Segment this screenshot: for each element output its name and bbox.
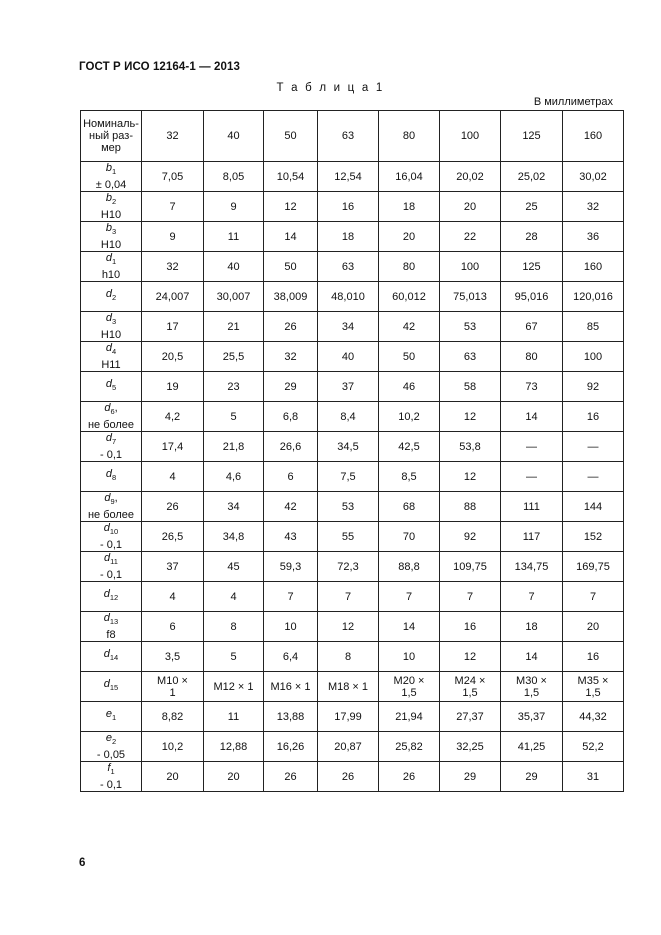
parameter-subscript: 2 — [111, 293, 117, 303]
value-cell: 10 — [264, 612, 318, 642]
value-cell: 19 — [142, 372, 204, 402]
value-cell: 21,8 — [204, 432, 264, 462]
value-cell: 100 — [563, 342, 624, 372]
value-cell: 80 — [501, 342, 563, 372]
parameter-tolerance: H11 — [101, 358, 121, 371]
parameter-tolerance: - 0,1 — [99, 538, 122, 551]
value-cell: — — [563, 432, 624, 462]
value-cell: 117 — [501, 522, 563, 552]
value-cell: 7 — [142, 192, 204, 222]
value-cell: 8,5 — [379, 462, 440, 492]
value-cell: M30 × 1,5 — [501, 672, 563, 702]
size-cell: 160 — [563, 111, 624, 162]
value-cell: 7 — [379, 582, 440, 612]
value-cell: 6 — [264, 462, 318, 492]
value-cell: 10,54 — [264, 162, 318, 192]
parameter-symbol: d — [105, 288, 112, 301]
value-cell: 20,87 — [318, 732, 379, 762]
value-cell: 12 — [440, 462, 501, 492]
value-cell: 18 — [379, 192, 440, 222]
value-cell: 3,5 — [142, 642, 204, 672]
value-cell: 88 — [440, 492, 501, 522]
value-cell: 88,8 — [379, 552, 440, 582]
parameter-symbol: d — [105, 252, 112, 265]
parameter-tolerance: - 0,1 — [99, 448, 122, 461]
table-body — [81, 111, 624, 792]
table-row — [81, 552, 624, 582]
value-cell: 16,26 — [264, 732, 318, 762]
value-cell: 43 — [264, 522, 318, 552]
value-cell: 17,4 — [142, 432, 204, 462]
value-cell: 85 — [563, 312, 624, 342]
value-cell: 17,99 — [318, 702, 379, 732]
parameter-cell — [81, 642, 142, 672]
parameter-tolerance: ± 0,04 — [95, 178, 127, 191]
value-cell: 8,05 — [204, 162, 264, 192]
value-cell: 75,013 — [440, 282, 501, 312]
value-cell: 30,007 — [204, 282, 264, 312]
value-cell: 12 — [318, 612, 379, 642]
value-cell: 95,016 — [501, 282, 563, 312]
parameter-cell — [81, 762, 142, 792]
value-cell: 37 — [142, 552, 204, 582]
value-cell: 44,32 — [563, 702, 624, 732]
parameter-cell — [81, 402, 142, 432]
parameter-tolerance: , не более — [87, 492, 135, 521]
parameter-tolerance: H10 — [100, 238, 122, 251]
value-cell: M20 × 1,5 — [379, 672, 440, 702]
value-cell: 24,007 — [142, 282, 204, 312]
value-cell: 8 — [318, 642, 379, 672]
parameter-cell — [81, 312, 142, 342]
value-cell: 7 — [264, 582, 318, 612]
parameter-symbol: d — [103, 678, 110, 691]
parameter-subscript: 10 — [109, 527, 119, 537]
table-row — [81, 462, 624, 492]
value-cell: 72,3 — [318, 552, 379, 582]
value-cell: 25,02 — [501, 162, 563, 192]
table-row — [81, 732, 624, 762]
parameter-subscript: 2 — [111, 197, 117, 207]
parameter-symbol: d — [105, 342, 112, 355]
value-cell: 30,02 — [563, 162, 624, 192]
value-cell: 20,5 — [142, 342, 204, 372]
value-cell: 12,54 — [318, 162, 379, 192]
value-cell: 63 — [440, 342, 501, 372]
parameter-subscript: 7 — [111, 437, 117, 447]
parameter-cell — [81, 252, 142, 282]
parameter-cell — [81, 282, 142, 312]
value-cell: 46 — [379, 372, 440, 402]
value-cell: 144 — [563, 492, 624, 522]
value-cell: 60,012 — [379, 282, 440, 312]
value-cell: 26,5 — [142, 522, 204, 552]
value-cell: 48,010 — [318, 282, 379, 312]
parameter-cell — [81, 462, 142, 492]
value-cell: 53 — [440, 312, 501, 342]
value-cell: 32 — [264, 342, 318, 372]
parameter-cell — [81, 372, 142, 402]
value-cell: 34 — [318, 312, 379, 342]
parameter-cell — [81, 732, 142, 762]
parameter-symbol: d — [104, 402, 111, 415]
table-row — [81, 702, 624, 732]
parameter-symbol: d — [105, 312, 112, 325]
table-row — [81, 162, 624, 192]
value-cell: 32,25 — [440, 732, 501, 762]
value-cell: 8,4 — [318, 402, 379, 432]
value-cell: 16 — [563, 642, 624, 672]
size-cell: 100 — [440, 111, 501, 162]
units-note: В миллиметрах — [533, 96, 613, 108]
value-cell: 160 — [563, 252, 624, 282]
value-cell: 42,5 — [379, 432, 440, 462]
value-cell: 53 — [318, 492, 379, 522]
value-cell: 120,016 — [563, 282, 624, 312]
parameter-cell — [81, 672, 142, 702]
page-number: 6 — [79, 857, 86, 869]
value-cell: 37 — [318, 372, 379, 402]
value-cell: 26 — [264, 762, 318, 792]
value-cell: 40 — [204, 252, 264, 282]
value-cell: 25,5 — [204, 342, 264, 372]
value-cell: 152 — [563, 522, 624, 552]
parameter-subscript: 3 — [111, 227, 117, 237]
dimensions-table — [80, 110, 624, 792]
size-cell: 125 — [501, 111, 563, 162]
value-cell: 16 — [318, 192, 379, 222]
parameter-symbol: d — [103, 648, 110, 661]
parameter-subscript: 12 — [109, 593, 119, 603]
value-cell: 50 — [264, 252, 318, 282]
table-row — [81, 282, 624, 312]
value-cell: 7,05 — [142, 162, 204, 192]
value-cell: 7 — [440, 582, 501, 612]
value-cell: 92 — [563, 372, 624, 402]
value-cell: 34 — [204, 492, 264, 522]
parameter-symbol: b — [105, 162, 112, 175]
parameter-symbol: d — [103, 612, 110, 625]
parameter-tolerance: - 0,1 — [99, 568, 122, 581]
value-cell: 9 — [142, 222, 204, 252]
value-cell: 32 — [563, 192, 624, 222]
table-caption: Т а б л и ц а 1 — [276, 82, 385, 94]
value-cell: 14 — [264, 222, 318, 252]
value-cell: M16 × 1 — [264, 672, 318, 702]
value-cell: 63 — [318, 252, 379, 282]
value-cell: 109,75 — [440, 552, 501, 582]
value-cell: 18 — [318, 222, 379, 252]
parameter-subscript: 1 — [111, 257, 117, 267]
parameter-symbol: b — [105, 222, 112, 235]
parameter-subscript: 11 — [110, 557, 118, 567]
value-cell: 20 — [379, 222, 440, 252]
value-cell: M24 × 1,5 — [440, 672, 501, 702]
value-cell: 73 — [501, 372, 563, 402]
value-cell: 21 — [204, 312, 264, 342]
table-row — [81, 612, 624, 642]
value-cell: 7 — [318, 582, 379, 612]
value-cell: 67 — [501, 312, 563, 342]
value-cell: 11 — [204, 702, 264, 732]
value-cell: 35,37 — [501, 702, 563, 732]
value-cell: 6,8 — [264, 402, 318, 432]
table-row — [81, 522, 624, 552]
value-cell: 11 — [204, 222, 264, 252]
parameter-symbol: b — [105, 192, 112, 205]
parameter-tolerance: H10 — [100, 208, 122, 221]
parameter-symbol: e — [105, 732, 112, 745]
value-cell: 4 — [142, 582, 204, 612]
parameter-subscript: 5 — [111, 383, 117, 393]
parameter-cell — [81, 342, 142, 372]
value-cell: 7,5 — [318, 462, 379, 492]
value-cell: 52,2 — [563, 732, 624, 762]
value-cell: 20 — [142, 762, 204, 792]
value-cell: 4 — [142, 462, 204, 492]
parameter-symbol: d — [105, 432, 112, 445]
parameter-subscript: 6 — [110, 407, 115, 417]
parameter-symbol: d — [103, 522, 110, 535]
value-cell: 8 — [204, 612, 264, 642]
parameter-subscript: 1 — [111, 167, 117, 177]
value-cell: 40 — [318, 342, 379, 372]
value-cell: 10,2 — [379, 402, 440, 432]
value-cell: 26,6 — [264, 432, 318, 462]
parameter-cell — [81, 222, 142, 252]
value-cell: 18 — [501, 612, 563, 642]
value-cell: 38,009 — [264, 282, 318, 312]
value-cell: — — [501, 462, 563, 492]
value-cell: 10 — [379, 642, 440, 672]
value-cell: 31 — [563, 762, 624, 792]
table-row — [81, 192, 624, 222]
value-cell: 29 — [501, 762, 563, 792]
value-cell: 16 — [563, 402, 624, 432]
parameter-symbol: f — [107, 762, 111, 775]
parameter-tolerance: , не более — [87, 402, 135, 431]
parameter-tolerance: - 0,05 — [96, 748, 126, 761]
value-cell: 125 — [501, 252, 563, 282]
value-cell: 27,37 — [440, 702, 501, 732]
value-cell: 23 — [204, 372, 264, 402]
value-cell: 50 — [379, 342, 440, 372]
value-cell: 100 — [440, 252, 501, 282]
value-cell: 4,6 — [204, 462, 264, 492]
size-cell: 63 — [318, 111, 379, 162]
value-cell: 169,75 — [563, 552, 624, 582]
value-cell: 16 — [440, 612, 501, 642]
value-cell: 21,94 — [379, 702, 440, 732]
value-cell: 7 — [563, 582, 624, 612]
value-cell: 53,8 — [440, 432, 501, 462]
value-cell: 26 — [142, 492, 204, 522]
parameter-subscript: 3 — [111, 317, 117, 327]
parameter-cell — [81, 162, 142, 192]
parameter-subscript: 1 — [111, 713, 117, 723]
value-cell: 34,5 — [318, 432, 379, 462]
value-cell: 4 — [204, 582, 264, 612]
document-standard-header: ГОСТ Р ИСО 12164-1 — 2013 — [79, 61, 241, 73]
parameter-cell — [81, 612, 142, 642]
value-cell: 26 — [264, 312, 318, 342]
parameter-tolerance: H10 — [100, 328, 122, 341]
header-label-cell: Номиналь- ный раз- мер — [81, 111, 142, 162]
value-cell: 29 — [440, 762, 501, 792]
table-header-row — [81, 111, 624, 162]
value-cell: 10,2 — [142, 732, 204, 762]
parameter-subscript: 15 — [109, 683, 119, 693]
value-cell: 25 — [501, 192, 563, 222]
parameter-symbol: d — [103, 588, 110, 601]
parameter-subscript: 14 — [109, 653, 119, 663]
value-cell: 6 — [142, 612, 204, 642]
table-row — [81, 432, 624, 462]
parameter-cell — [81, 432, 142, 462]
value-cell: 29 — [264, 372, 318, 402]
parameter-symbol: e — [105, 708, 112, 721]
value-cell: 42 — [264, 492, 318, 522]
value-cell: 9 — [204, 192, 264, 222]
size-cell: 32 — [142, 111, 204, 162]
value-cell: 13,88 — [264, 702, 318, 732]
value-cell: 80 — [379, 252, 440, 282]
size-cell: 80 — [379, 111, 440, 162]
parameter-subscript: 4 — [111, 347, 117, 357]
parameter-cell — [81, 552, 142, 582]
table-row — [81, 312, 624, 342]
value-cell: 25,82 — [379, 732, 440, 762]
value-cell: 12,88 — [204, 732, 264, 762]
value-cell: 45 — [204, 552, 264, 582]
value-cell: 20 — [204, 762, 264, 792]
value-cell: 4,2 — [142, 402, 204, 432]
value-cell: — — [563, 462, 624, 492]
table-row — [81, 582, 624, 612]
table-row — [81, 342, 624, 372]
value-cell: 14 — [501, 402, 563, 432]
parameter-subscript: 9 — [110, 497, 115, 507]
value-cell: M12 × 1 — [204, 672, 264, 702]
table-row — [81, 252, 624, 282]
value-cell: 41,25 — [501, 732, 563, 762]
value-cell: — — [501, 432, 563, 462]
parameter-subscript: 13 — [109, 617, 119, 627]
table-row — [81, 372, 624, 402]
parameter-subscript: 2 — [111, 737, 117, 747]
table-row — [81, 492, 624, 522]
value-cell: 68 — [379, 492, 440, 522]
value-cell: 36 — [563, 222, 624, 252]
value-cell: 16,04 — [379, 162, 440, 192]
parameter-tolerance: - 0,1 — [99, 778, 122, 791]
value-cell: 134,75 — [501, 552, 563, 582]
value-cell: 28 — [501, 222, 563, 252]
parameter-symbol: d — [104, 492, 111, 505]
value-cell: 6,4 — [264, 642, 318, 672]
value-cell: 12 — [440, 402, 501, 432]
value-cell: 111 — [501, 492, 563, 522]
value-cell: 59,3 — [264, 552, 318, 582]
parameter-tolerance: f8 — [106, 628, 116, 641]
value-cell: 17 — [142, 312, 204, 342]
value-cell: 8,82 — [142, 702, 204, 732]
value-cell: 20 — [563, 612, 624, 642]
parameter-subscript: 8 — [111, 473, 117, 483]
parameter-cell — [81, 702, 142, 732]
value-cell: M35 × 1,5 — [563, 672, 624, 702]
size-cell: 40 — [204, 111, 264, 162]
value-cell: 22 — [440, 222, 501, 252]
parameter-cell — [81, 492, 142, 522]
parameter-symbol: d — [104, 552, 111, 565]
value-cell: 7 — [501, 582, 563, 612]
value-cell: 14 — [379, 612, 440, 642]
table-row — [81, 402, 624, 432]
value-cell: 58 — [440, 372, 501, 402]
value-cell: 26 — [318, 762, 379, 792]
value-cell: 14 — [501, 642, 563, 672]
value-cell: 55 — [318, 522, 379, 552]
value-cell: 5 — [204, 642, 264, 672]
value-cell: 42 — [379, 312, 440, 342]
value-cell: 34,8 — [204, 522, 264, 552]
value-cell: 26 — [379, 762, 440, 792]
parameter-cell — [81, 192, 142, 222]
value-cell: 12 — [440, 642, 501, 672]
size-cell: 50 — [264, 111, 318, 162]
parameter-cell — [81, 582, 142, 612]
value-cell: 92 — [440, 522, 501, 552]
value-cell: M10 × 1 — [142, 672, 204, 702]
parameter-symbol: d — [105, 378, 112, 391]
value-cell: 12 — [264, 192, 318, 222]
table-row — [81, 642, 624, 672]
value-cell: 5 — [204, 402, 264, 432]
parameter-tolerance: h10 — [101, 268, 121, 281]
value-cell: 32 — [142, 252, 204, 282]
parameter-cell — [81, 522, 142, 552]
parameter-symbol: d — [105, 468, 112, 481]
value-cell: 20,02 — [440, 162, 501, 192]
parameter-subscript: 1 — [110, 767, 115, 777]
table-row — [81, 222, 624, 252]
value-cell: 70 — [379, 522, 440, 552]
table-row — [81, 672, 624, 702]
value-cell: M18 × 1 — [318, 672, 379, 702]
value-cell: 20 — [440, 192, 501, 222]
table-row — [81, 762, 624, 792]
